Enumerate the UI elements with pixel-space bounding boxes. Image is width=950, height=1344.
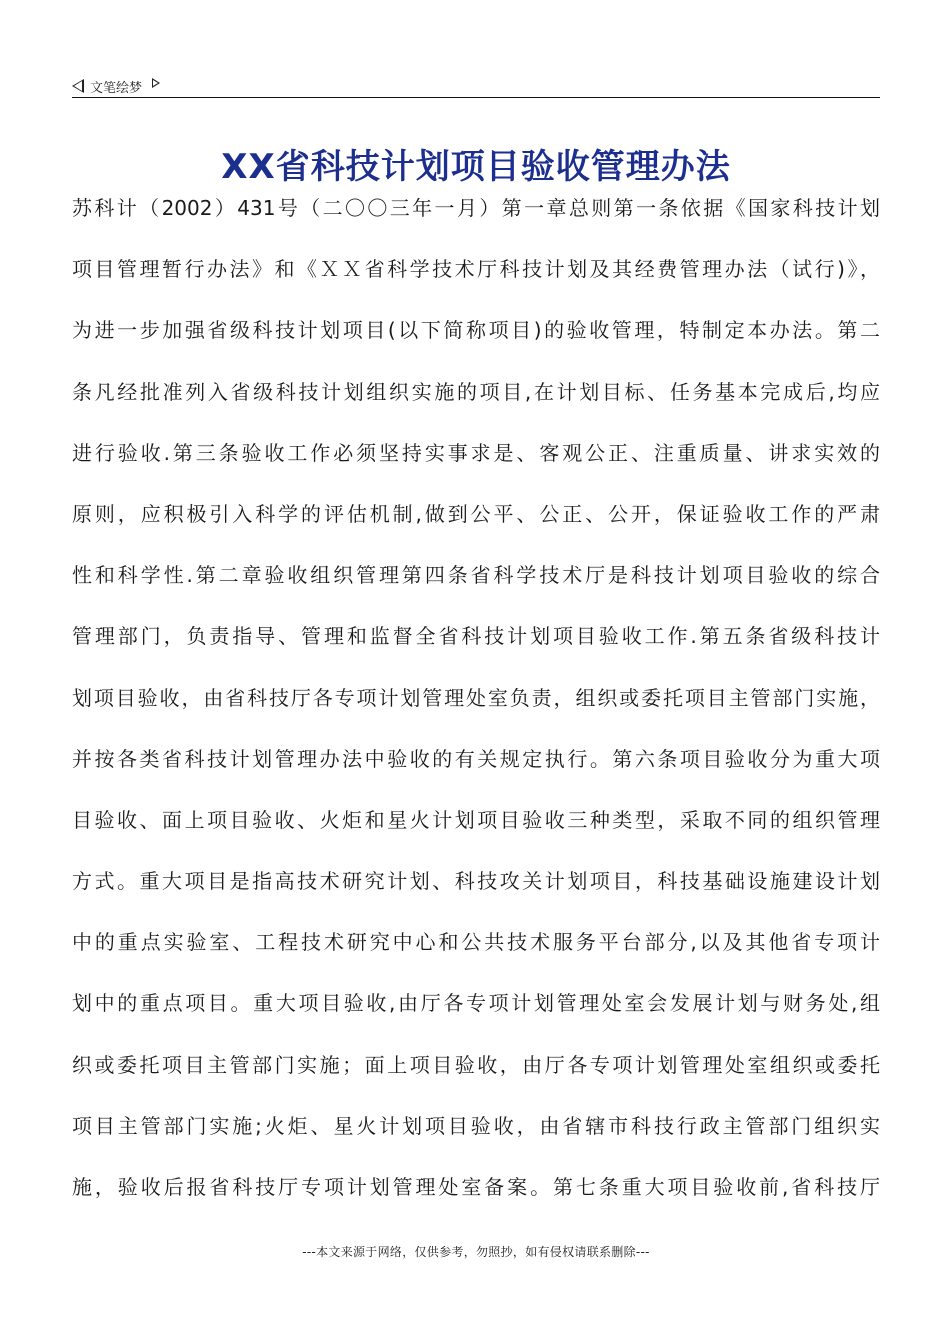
triangle-right-outline-icon bbox=[152, 78, 160, 88]
document-title: XX省科技计划项目验收管理办法 bbox=[221, 146, 731, 187]
document-body bbox=[72, 178, 880, 1218]
body-line: 施，验收后报省科技厅专项计划管理处室备案。第七条重大项目验收前,省科技厅 bbox=[72, 1175, 880, 1199]
body-line: 划中的重点项目。重大项目验收,由厅各专项计划管理处室会发展计划与财务处,组 bbox=[72, 991, 880, 1016]
triangle-left-outline-icon bbox=[72, 79, 84, 93]
body-line: 织或委托项目主管部门实施；面上项目验收，由厅各专项计划管理处室组织或委托 bbox=[72, 1052, 880, 1077]
body-line: 并按各类省科技计划管理办法中验收的有关规定执行。第六条项目验收分为重大项 bbox=[72, 746, 880, 771]
footer-disclaimer: ---本文来源于网络，仅供参考，勿照抄，如有侵权请联系删除--- bbox=[302, 1245, 650, 1259]
page-header bbox=[72, 74, 880, 98]
body-line: 为进一步加强省级科技计划项目(以下简称项目)的验收管理，特制定本办法。第二 bbox=[72, 318, 880, 343]
header-divider bbox=[72, 97, 880, 98]
body-line: 条凡经批准列入省级科技计划组织实施的项目,在计划目标、任务基本完成后,均应 bbox=[72, 379, 880, 404]
body-line: 管理部门，负责指导、管理和监督全省科技计划项目验收工作.第五条省级科技计 bbox=[72, 624, 880, 649]
body-line: 进行验收.第三条验收工作必须坚持实事求是、客观公正、注重质量、讲求实效的 bbox=[72, 440, 880, 465]
body-line: 苏科计（2002）431号（二〇〇三年一月）第一章总则第一条依据《国家科技计划 bbox=[72, 196, 880, 220]
body-line: 目验收、面上项目验收、火炬和星火计划项目验收三种类型，采取不同的组织管理 bbox=[72, 807, 880, 832]
body-line: 项目管理暂行办法》和《ＸＸ省科学技术厅科技计划及其经费管理办法（试行)》， bbox=[72, 257, 880, 282]
body-line: 原则，应积极引入科学的评估机制,做到公平、公正、公开，保证验收工作的严肃 bbox=[72, 501, 880, 526]
body-line: 中的重点实验室、工程技术研究中心和公共技术服务平台部分,以及其他省专项计 bbox=[72, 930, 880, 955]
body-line: 方式。重大项目是指高技术研究计划、科技攻关计划项目，科技基础设施建设计划 bbox=[72, 869, 880, 894]
body-line: 划项目验收，由省科技厅各专项计划管理处室负责，组织或委托项目主管部门实施， bbox=[72, 685, 880, 710]
body-line: 项目主管部门实施;火炬、星火计划项目验收，由省辖市科技行政主管部门组织实 bbox=[72, 1113, 880, 1138]
header-brand: 文笔绘梦 bbox=[90, 80, 143, 96]
body-line: 性和科学性.第二章验收组织管理第四条省科学技术厅是科技计划项目验收的综合 bbox=[72, 563, 880, 588]
